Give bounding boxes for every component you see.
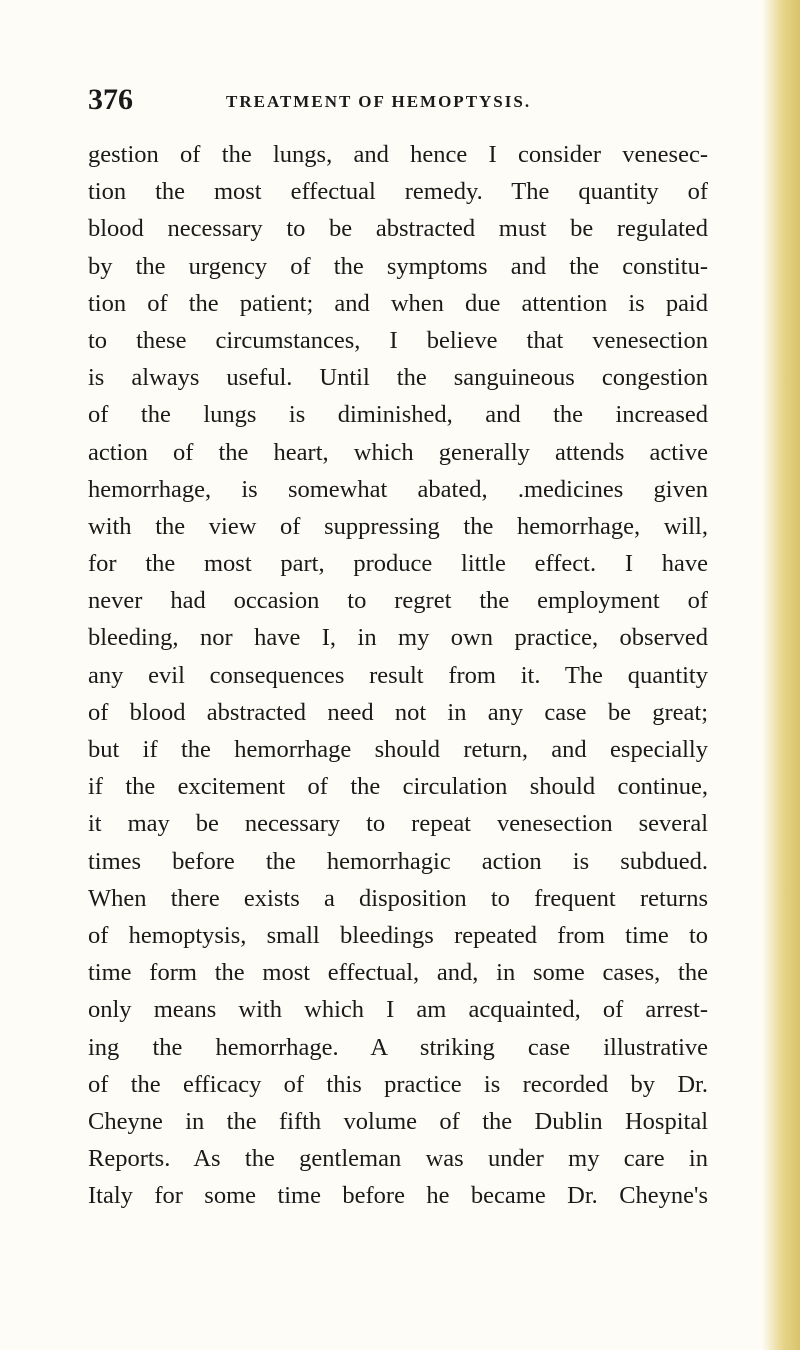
text-line: gestion of the lungs, and hence I consider venesec- (88, 141, 708, 168)
text-line: with the view of suppressing the hemorrhage, will, (88, 512, 708, 540)
body-text (88, 136, 708, 1214)
text-line: times before the hemorrhagic action is subdued. (88, 847, 708, 875)
text-line: of hemoptysis, small bleedings repeated from time to (88, 921, 708, 949)
text-line: tion the most effectual remedy. The quantity of (88, 178, 708, 206)
text-line: it may be necessary to repeat venesection several (88, 810, 708, 838)
text-line: by the urgency of the symptoms and the constitu- (88, 252, 708, 280)
running-title: TREATMENT OF HEMOPTYSIS. (226, 92, 532, 111)
text-line: time form the most effectual, and, in some cases, the (88, 959, 708, 987)
text-line: of the lungs is diminished, and the increased (88, 401, 708, 429)
text-line: but if the hemorrhage should return, and especially (88, 736, 708, 763)
text-line: if the excitement of the circulation should continue, (88, 773, 708, 801)
text-line: only means with which I am acquainted, of arrest- (88, 996, 708, 1024)
page-header (88, 80, 708, 120)
text-line: hemorrhage, is somewhat abated, .medicines given (88, 475, 708, 503)
text-line: for the most part, produce little effect. I have (88, 550, 708, 578)
text-line: tion of the patient; and when due attention is paid (88, 289, 708, 317)
page-number: 376 (88, 83, 133, 116)
text-line: any evil consequences result from it. The quantity (88, 661, 708, 689)
text-line: Italy for some time before he became Dr. Cheyne's (88, 1182, 708, 1210)
text-line: bleeding, nor have I, in my own practice, observed (88, 624, 708, 652)
text-line: blood necessary to be abstracted must be regulated (88, 215, 708, 243)
text-line: ing the hemorrhage. A striking case illustrative (88, 1033, 708, 1061)
text-line: Cheyne in the fifth volume of the Dublin Hospital (88, 1107, 708, 1135)
text-line: never had occasion to regret the employment of (88, 587, 708, 615)
text-line: is always useful. Until the sanguineous congestion (88, 364, 708, 392)
page-edge (762, 0, 800, 1350)
text-line: of the efficacy of this practice is recorded by Dr. (88, 1070, 708, 1098)
text-line: of blood abstracted need not in any case be great; (88, 698, 708, 726)
text-line: action of the heart, which generally attends active (88, 438, 708, 466)
text-line: When there exists a disposition to frequent returns (88, 884, 708, 912)
text-line: to these circumstances, I believe that venesection (88, 326, 708, 354)
text-line: Reports. As the gentleman was under my care in (88, 1145, 708, 1173)
